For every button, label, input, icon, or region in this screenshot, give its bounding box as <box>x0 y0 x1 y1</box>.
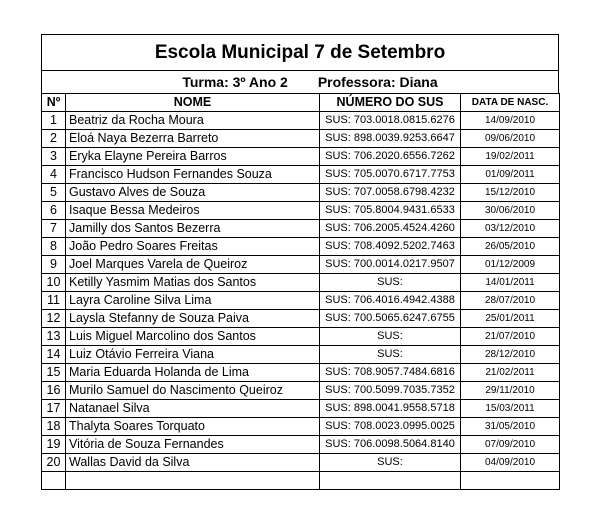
class-label: Turma: 3º Ano 2 <box>182 74 288 90</box>
birth-date: 04/09/2010 <box>461 454 560 472</box>
header-row <box>42 94 560 112</box>
student-name: Murilo Samuel do Nascimento Queiroz <box>66 382 320 400</box>
header-birthdate: DATA DE NASC. <box>461 94 560 112</box>
sus-number: SUS: 898.0041.9558.5718 <box>320 400 461 418</box>
table-row <box>42 184 560 202</box>
table-row <box>42 328 560 346</box>
sus-number: SUS: 705.8004.9431.6533 <box>320 202 461 220</box>
student-name: Luiz Otávio Ferreira Viana <box>66 346 320 364</box>
sus-number: SUS: 707.0058.6798.4232 <box>320 184 461 202</box>
birth-date: 31/05/2010 <box>461 418 560 436</box>
sus-number: SUS: 706.2020.6556.7262 <box>320 148 461 166</box>
header-name: NOME <box>66 94 320 112</box>
row-number: 11 <box>42 292 66 310</box>
sus-number: SUS: 700.0014.0217.9507 <box>320 256 461 274</box>
student-name: Layra Caroline Silva Lima <box>66 292 320 310</box>
empty-cell <box>461 472 560 490</box>
sus-number: SUS: 706.4016.4942.4388 <box>320 292 461 310</box>
table-row <box>42 238 560 256</box>
table-row <box>42 382 560 400</box>
table-row <box>42 112 560 130</box>
row-number: 8 <box>42 238 66 256</box>
table-row <box>42 346 560 364</box>
empty-row <box>42 472 560 490</box>
row-number: 3 <box>42 148 66 166</box>
row-number: 7 <box>42 220 66 238</box>
birth-date: 01/12/2009 <box>461 256 560 274</box>
birth-date: 15/03/2011 <box>461 400 560 418</box>
student-name: Beatriz da Rocha Moura <box>66 112 320 130</box>
row-number: 19 <box>42 436 66 454</box>
table-row <box>42 454 560 472</box>
birth-date: 09/06/2010 <box>461 130 560 148</box>
sus-number: SUS: 706.2005.4524.4260 <box>320 220 461 238</box>
row-number: 16 <box>42 382 66 400</box>
birth-date: 14/01/2011 <box>461 274 560 292</box>
student-name: Ketilly Yasmim Matias dos Santos <box>66 274 320 292</box>
sus-number: SUS: 700.5065.6247.6755 <box>320 310 461 328</box>
row-number: 6 <box>42 202 66 220</box>
sus-number: SUS: 706.0098.5064.8140 <box>320 436 461 454</box>
row-number: 20 <box>42 454 66 472</box>
sus-number: SUS: 708.9057.7484.6816 <box>320 364 461 382</box>
birth-date: 14/09/2010 <box>461 112 560 130</box>
class-info <box>41 70 559 93</box>
birth-date: 03/12/2010 <box>461 220 560 238</box>
birth-date: 07/09/2010 <box>461 436 560 454</box>
empty-cell <box>42 472 66 490</box>
row-number: 2 <box>42 130 66 148</box>
student-name: Eloá Naya Bezerra Barreto <box>66 130 320 148</box>
row-number: 18 <box>42 418 66 436</box>
birth-date: 25/01/2011 <box>461 310 560 328</box>
student-name: Thalyta Soares Torquato <box>66 418 320 436</box>
table-row <box>42 130 560 148</box>
student-name: Luis Miguel Marcolino dos Santos <box>66 328 320 346</box>
student-name: Gustavo Alves de Souza <box>66 184 320 202</box>
sus-number: SUS: 700.5099.7035.7352 <box>320 382 461 400</box>
table-row <box>42 256 560 274</box>
row-number: 15 <box>42 364 66 382</box>
teacher-label: Professora: Diana <box>317 74 438 90</box>
student-name: Joel Marques Varela de Queiroz <box>66 256 320 274</box>
table-row <box>42 436 560 454</box>
header-number: Nº <box>42 94 66 112</box>
sus-number: SUS: 898.0039.9253.6647 <box>320 130 461 148</box>
sus-number: SUS: <box>320 346 461 364</box>
student-name: Wallas David da Silva <box>66 454 320 472</box>
sus-number: SUS: <box>320 454 461 472</box>
sus-number: SUS: 705.0070.6717.7753 <box>320 166 461 184</box>
sus-number: SUS: 708.0023.0995.0025 <box>320 418 461 436</box>
table-row <box>42 364 560 382</box>
table-row <box>42 166 560 184</box>
birth-date: 28/07/2010 <box>461 292 560 310</box>
table-row <box>42 202 560 220</box>
sus-number: SUS: 703.0018.0815.6276 <box>320 112 461 130</box>
birth-date: 15/12/2010 <box>461 184 560 202</box>
row-number: 14 <box>42 346 66 364</box>
table-row <box>42 310 560 328</box>
birth-date: 26/05/2010 <box>461 238 560 256</box>
birth-date: 21/07/2010 <box>461 328 560 346</box>
row-number: 1 <box>42 112 66 130</box>
row-number: 5 <box>42 184 66 202</box>
birth-date: 30/06/2010 <box>461 202 560 220</box>
table-row <box>42 220 560 238</box>
birth-date: 01/09/2011 <box>461 166 560 184</box>
student-name: Laysla Stefanny de Souza Paiva <box>66 310 320 328</box>
student-name: Natanael Silva <box>66 400 320 418</box>
student-sheet <box>41 34 559 490</box>
student-name: Isaque Bessa Medeiros <box>66 202 320 220</box>
table-row <box>42 292 560 310</box>
row-number: 12 <box>42 310 66 328</box>
student-name: Eryka Elayne Pereira Barros <box>66 148 320 166</box>
header-sus: NÚMERO DO SUS <box>320 94 461 112</box>
table-row <box>42 274 560 292</box>
school-title: Escola Municipal 7 de Setembro <box>41 34 559 70</box>
sus-number: SUS: 708.4092.5202.7463 <box>320 238 461 256</box>
student-name: Francisco Hudson Fernandes Souza <box>66 166 320 184</box>
birth-date: 21/02/2011 <box>461 364 560 382</box>
table-row <box>42 418 560 436</box>
row-number: 13 <box>42 328 66 346</box>
empty-cell <box>66 472 320 490</box>
empty-cell <box>320 472 461 490</box>
table-row <box>42 400 560 418</box>
table-body <box>42 112 560 490</box>
row-number: 9 <box>42 256 66 274</box>
row-number: 10 <box>42 274 66 292</box>
birth-date: 29/11/2010 <box>461 382 560 400</box>
birth-date: 28/12/2010 <box>461 346 560 364</box>
student-table <box>41 93 560 490</box>
student-name: Maria Eduarda Holanda de Lima <box>66 364 320 382</box>
student-name: João Pedro Soares Freitas <box>66 238 320 256</box>
row-number: 17 <box>42 400 66 418</box>
sus-number: SUS: <box>320 328 461 346</box>
birth-date: 19/02/2011 <box>461 148 560 166</box>
row-number: 4 <box>42 166 66 184</box>
sus-number: SUS: <box>320 274 461 292</box>
student-name: Jamilly dos Santos Bezerra <box>66 220 320 238</box>
student-name: Vitória de Souza Fernandes <box>66 436 320 454</box>
table-row <box>42 148 560 166</box>
